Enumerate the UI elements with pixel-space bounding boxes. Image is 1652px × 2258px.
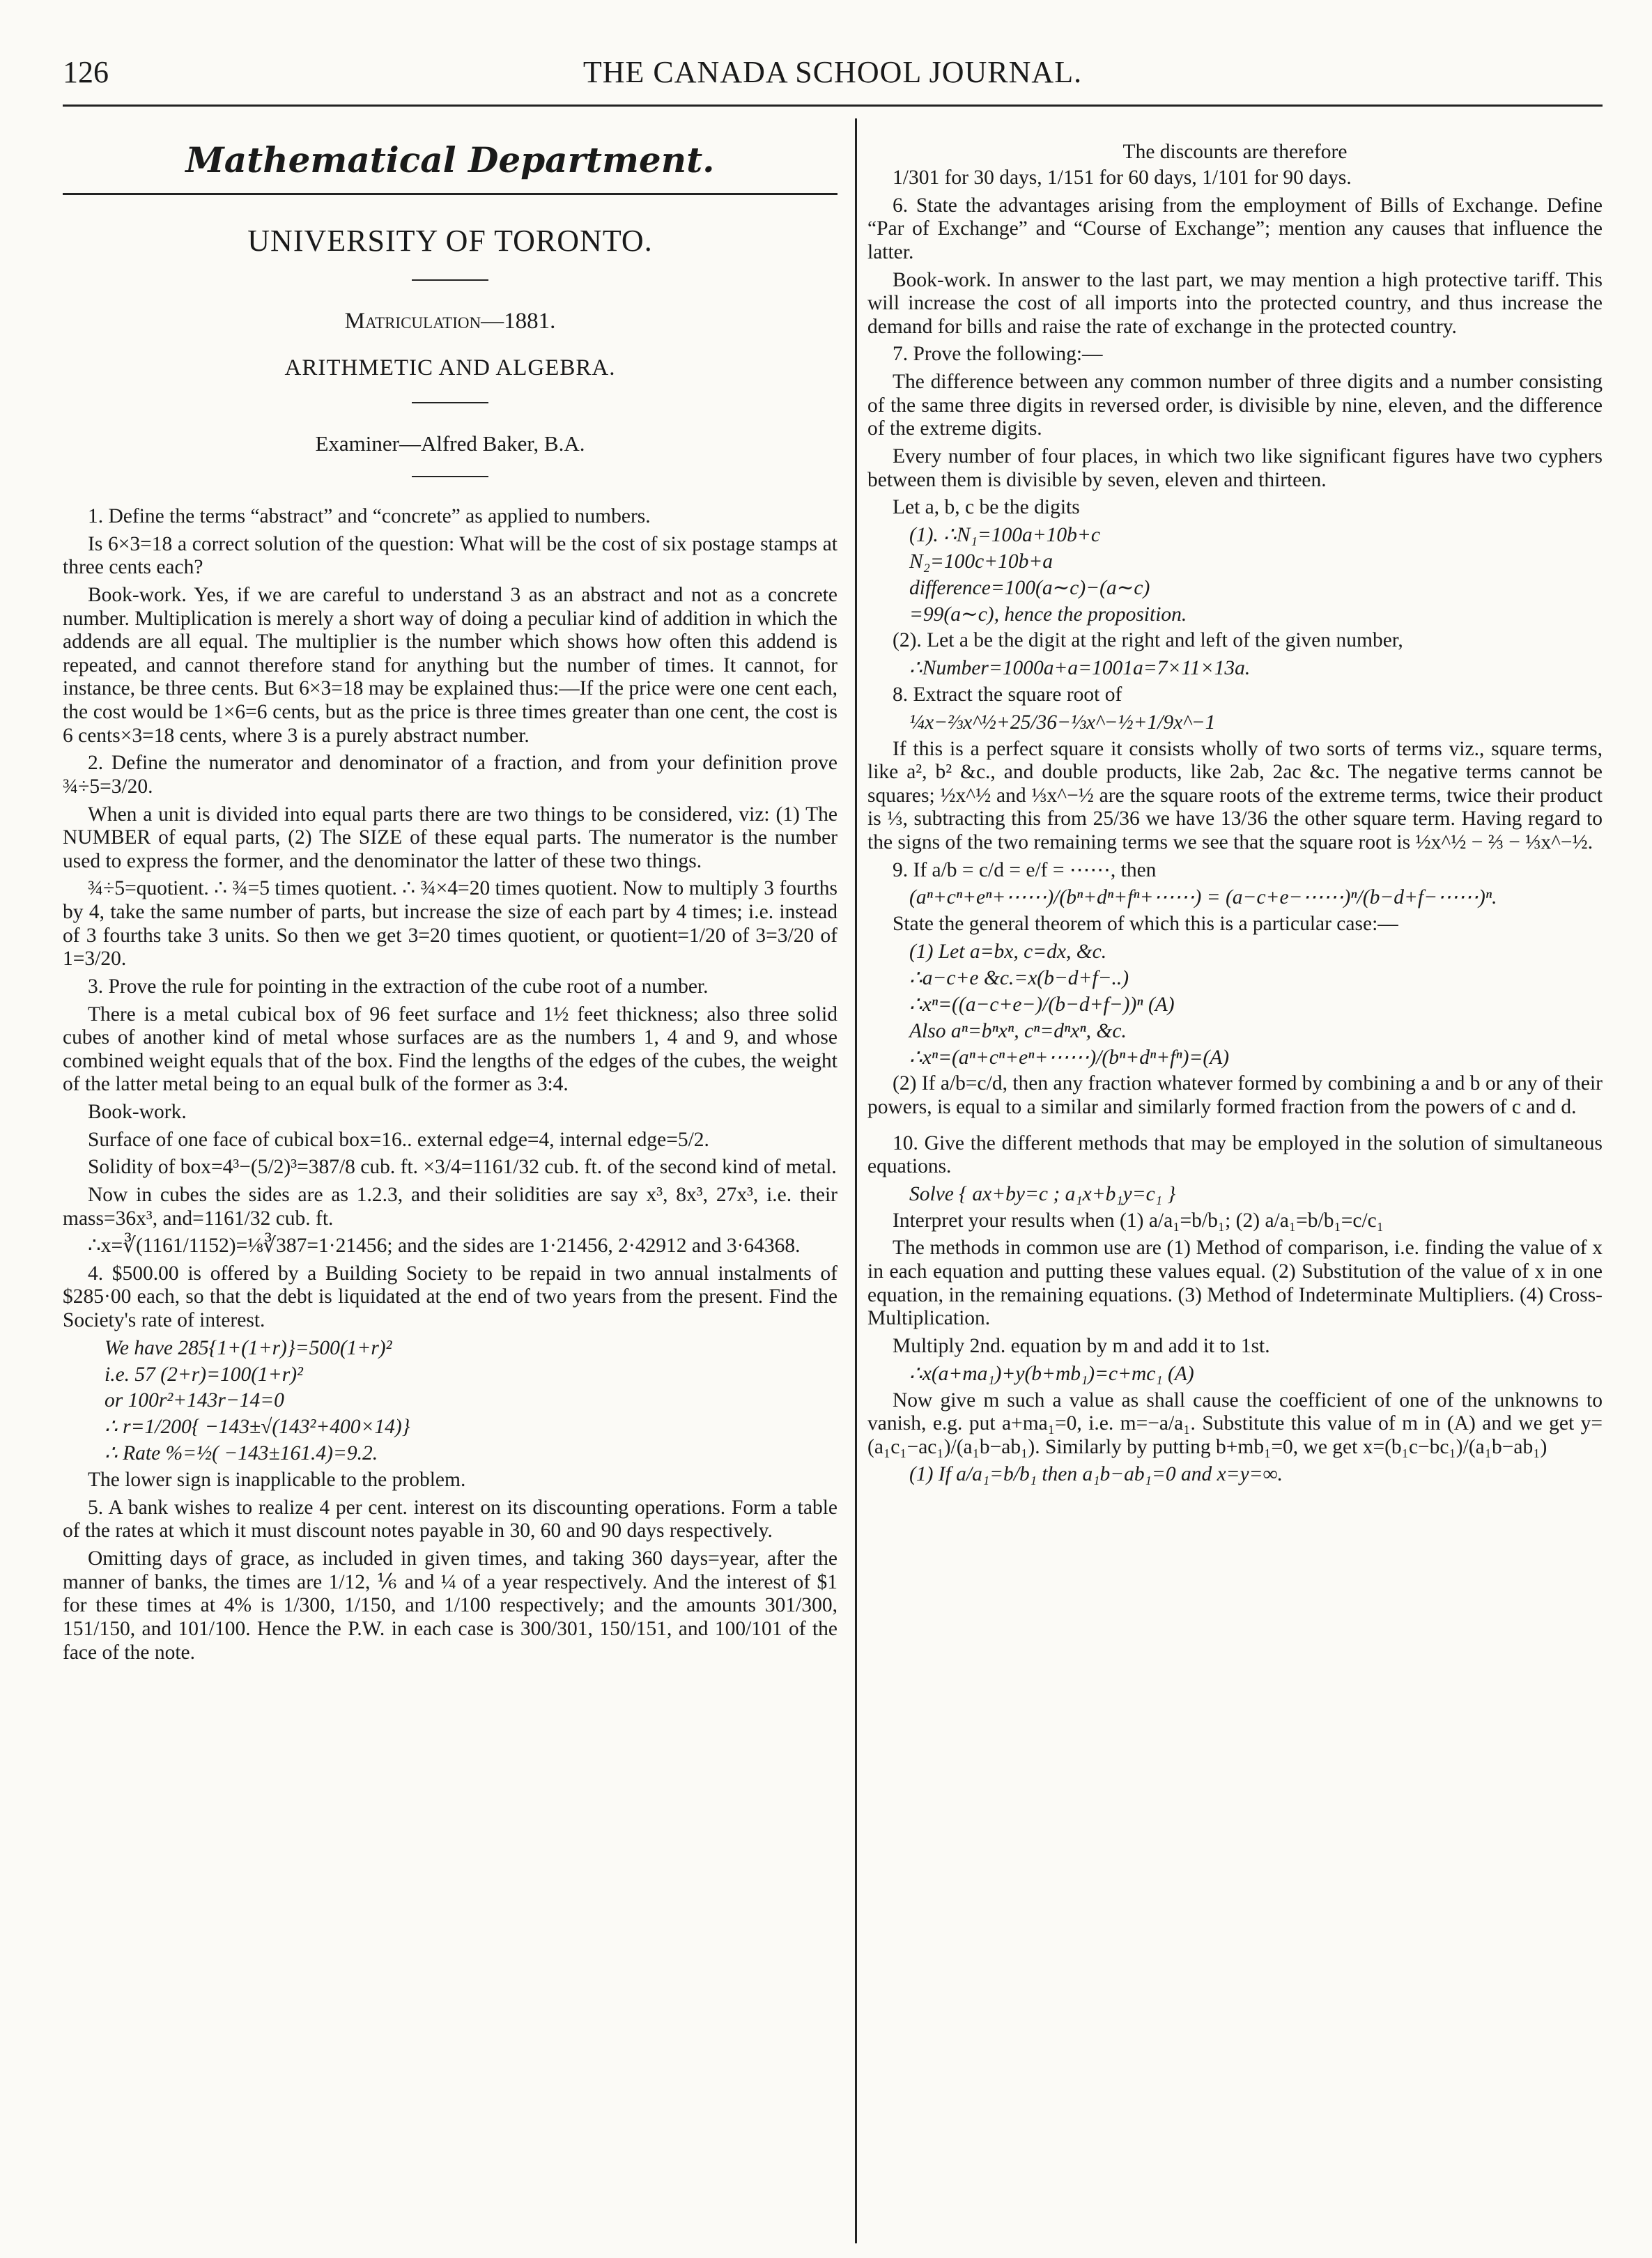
equation-line: Also aⁿ=bⁿxⁿ, cⁿ=dⁿxⁿ, &c. (909, 1019, 1127, 1042)
equation-line: ∴xⁿ=((a−c+e−)/(b−d+f−))ⁿ (A) (909, 993, 1175, 1016)
answer-3-line: Solidity of box=4³−(5/2)³=387/8 cub. ft. ×3/4=1161/32 cub. ft. of the second kind of metal. (88, 1156, 837, 1179)
question-1-part: Is 6×3=18 a correct solution of the question: What will be the cost of six postage stamps at three cents each? (63, 532, 837, 579)
university-heading: UNIVERSITY OF TORONTO. (247, 224, 653, 258)
answer-3-line: ∴x=∛(1161/1152)=⅛∛387=1·21456; and the sides are 1·21456, 2·42912 and 3·64368. (88, 1235, 801, 1258)
question-4: 4. $500.00 is offered by a Building Society to be repaid in two annual instalments of $285·00 each, so that the debt is liquidated at the end of two years from the present. Find the Society's rate of interest. (63, 1262, 837, 1331)
equation-line: ∴ Rate %=½( −143±161.4)=9.2. (105, 1442, 378, 1465)
equation-line: ∴xⁿ=(aⁿ+cⁿ+eⁿ+⋯⋯)/(bⁿ+dⁿ+fⁿ)=(A) (909, 1046, 1230, 1069)
right-column (867, 125, 1603, 1490)
answer-3-line: Surface of one face of cubical box=16.. external edge=4, internal edge=5/2. (88, 1128, 709, 1151)
answer-4-note: The lower sign is inapplicable to the problem. (88, 1469, 466, 1492)
department-title: Mathematical Department. (185, 139, 715, 180)
question-2: 2. Define the numerator and denominator of a fraction, and from your definition prove ¾÷5=3/20. (63, 752, 837, 798)
question-10-part: Interpret your results when (1) a/a₁=b/b₁; (2) a/a₁=b/b₁=c/c₁ (893, 1209, 1384, 1232)
title-rule (63, 193, 837, 195)
equation-line: ∴a−c+e &c.=x(b−d+f−..) (909, 966, 1129, 989)
page-header (63, 54, 1603, 110)
equation-line: ¼x−⅔x^½+25/36−⅓x^−½+1/9x^−1 (909, 711, 1216, 734)
answer-3-line: Now in cubes the sides are as 1.2.3, and their solidities are say x³, 8x³, 27x³, i.e. their mass=36x³, and=1161/32 cub. ft. (63, 1183, 837, 1230)
question-5: 5. A bank wishes to realize 4 per cent. interest on its discounting operations. Form a table of the rates at which it must discount notes payable in 30, 60 and 90 days respectively. (63, 1496, 837, 1542)
equation-line: ∴x(a+ma₁)+y(b+mb₁)=c+mc₁ (A) (909, 1362, 1194, 1385)
page-number: 126 (63, 55, 109, 89)
answer-10-line: Multiply 2nd. equation by m and add it to 1st. (893, 1334, 1270, 1357)
answer-7-line: (2). Let a be the digit at the right and left of the given number, (893, 629, 1403, 652)
answer-10: The methods in common use are (1) Method of comparison, i.e. finding the value of x in each equation and putting these values equal. (2) Substitution of the value of x in one equation, in the remaining equations. (3) Method of Indeterminate Multipliers. (4) Cross-Multiplication. (867, 1237, 1603, 1330)
exam-heading: Matriculation—1881. (344, 309, 556, 334)
equation-line: difference=100(a∼c)−(a∼c) (909, 576, 1150, 599)
short-rule (412, 476, 488, 477)
short-rule (412, 402, 488, 403)
question-7: 7. Prove the following:— (893, 343, 1103, 366)
answer-7-line: Let a, b, c be the digits (893, 496, 1080, 519)
equation-line: Solve { ax+by=c ; a₁x+b₁y=c₁ } (909, 1182, 1176, 1205)
answer-1: Book-work. Yes, if we are careful to understand 3 as an abstract and not as a concrete number. Multiplication is merely a short way of doing a peculiar kind of addition in which the addends are all equal. The multiplier is the number which shows how often this addend is repeated, and cannot therefore stand for anything but the number of times. It cannot, for instance, be three cents. But 6×3=18 may be explained thus:—If the price were one cent each, the cost would be 1×6=6 cents, but as the price is three times greater than one cent, the cost is 6 cents×3=18 cents, where 3 is a purely abstract number. (63, 583, 837, 747)
answer-2: When a unit is divided into equal parts there are two things to be considered, viz: (1) The NUMBER of equal parts, (2) The SIZE of these equal parts. The numerator is the number used to express the former, and the denominator the latter of these two things. (63, 803, 837, 872)
header-rule (63, 105, 1603, 107)
short-rule (412, 279, 488, 281)
equation-line: N₂=100c+10b+a (909, 550, 1053, 573)
question-7-part: Every number of four places, in which two like significant figures have two cyphers between them is divisible by seven, eleven and thirteen. (867, 444, 1603, 491)
question-9-part: State the general theorem of which this is a particular case:— (893, 913, 1398, 936)
answer-2-cont: ¾÷5=quotient. ∴ ¾=5 times quotient. ∴ ¾×4=20 times quotient. Now to multiply 3 fourths by 4, take the same number of parts, but increase the size of each part by 4 times; i.e. instead of 3 fourths take 3 units. So then we get 3=20 times quotient, or quotient=1/20 of 3=3/20 of 1=3/20. (63, 877, 837, 971)
equation-line: (aⁿ+cⁿ+eⁿ+⋯⋯)/(bⁿ+dⁿ+fⁿ+⋯⋯) = (a−c+e−⋯⋯)ⁿ/(b−d+f−⋯⋯)ⁿ. (909, 886, 1497, 909)
equation-line: ∴ r=1/200{ −143±√(143²+400×14)} (105, 1416, 410, 1439)
answer-5-cont: The discounts are therefore (1122, 141, 1348, 163)
equation-line: =99(a∼c), hence the proposition. (909, 603, 1187, 626)
question-9: 9. If a/b = c/d = e/f = ⋯⋯, then (893, 858, 1157, 881)
question-10: 10. Give the different methods that may be employed in the solution of simultaneous equations. (867, 1131, 1603, 1178)
journal-title: THE CANADA SCHOOL JOURNAL. (582, 55, 1083, 89)
subject-heading: ARITHMETIC AND ALGEBRA. (284, 355, 616, 380)
equation-line: ∴Number=1000a+a=1001a=7×11×13a. (909, 657, 1251, 680)
answer-5-discounts: 1/301 for 30 days, 1/151 for 60 days, 1/101 for 90 days. (893, 167, 1352, 189)
left-column (63, 125, 837, 1669)
answer-3-label: Book-work. (88, 1101, 187, 1123)
question-6: 6. State the advantages arising from the employment of Bills of Exchange. Define “Par of Exchange” and “Course of Exchange”; mention any causes that influence the latter. (867, 194, 1603, 263)
question-7-part: The difference between any common number of three digits and a number consisting of the same three digits in reversed order, is divisible by nine, eleven, and the difference of the extreme digits. (867, 371, 1603, 440)
answer-5: Omitting days of grace, as included in given times, and taking 360 days=year, after the manner of banks, the times are 1/12, ⅙ and ¼ of a year respectively. And the interest of $1 for these times at 4% is 1/300, 1/150, and 1/100 respectively; and the amounts 301/300, 151/150, and 101/100. Hence the P.W. in each case is 300/301, 150/151, and 100/101 of the face of the note. (63, 1547, 837, 1664)
question-1: 1. Define the terms “abstract” and “concrete” as applied to numbers. (88, 505, 651, 527)
question-3: 3. Prove the rule for pointing in the extraction of the cube root of a number. (88, 975, 709, 998)
equation-line: (1). ∴N₁=100a+10b+c (909, 523, 1100, 546)
equation-line: (1) If a/a₁=b/b₁ then a₁b−ab₁=0 and x=y=∞. (909, 1463, 1283, 1486)
column-divider (855, 118, 857, 2243)
examiner-line: Examiner—Alfred Baker, B.A. (315, 431, 585, 456)
equation-line: i.e. 57 (2+r)=100(1+r)² (105, 1363, 303, 1386)
answer-6: Book-work. In answer to the last part, we may mention a high protective tariff. This will increase the cost of all imports into the protected country, and thus increase the demand for bills and raise the rate of exchange in the protected country. (867, 268, 1603, 338)
answer-8: If this is a perfect square it consists wholly of two sorts of terms viz., square terms, like a², b² &c., and double products, like 2ab, 2ac &c. The negative terms cannot be squares; ½x^½ and ⅓x^−½ are the square roots of the extreme terms, twice their product is ⅓, subtracting this from 25/36 we have 13/36 the other square term. Having regard to the signs of the two remaining terms we see that the square root is ½x^½ − ⅔ − ⅓x^−½. (867, 737, 1603, 854)
answer-10-line: Now give m such a value as shall cause the coefficient of one of the unknowns to vanish, e.g. put a+ma₁=0, i.e. m=−a/a₁. Substitute this value of m in (A) and we get y=(a₁c₁−ac₁)/(a₁b−ab₁). Similarly by putting b+mb₁=0, we get x=(b₁c−bc₁)/(a₁b−ab₁) (867, 1389, 1603, 1458)
equation-line: We have 285{1+(1+r)}=500(1+r)² (105, 1336, 392, 1359)
question-8: 8. Extract the square root of (893, 683, 1122, 706)
equation-line: (1) Let a=bx, c=dx, &c. (909, 940, 1107, 963)
answer-9-part-2: (2) If a/b=c/d, then any fraction whatever formed by combining a and b or any of their powers, is equal to a similar and similarly formed fraction from the powers of c and d. (867, 1072, 1603, 1119)
question-3-part: There is a metal cubical box of 96 feet surface and 1½ feet thickness; also three solid cubes of another kind of metal whose surfaces are as the numbers 1, 4 and 9, and whose combined weight equals that of the box. Find the lengths of the edges of the cubes, the weight of the latter metal being to an equal bulk of the former as 3:4. (63, 1003, 837, 1096)
equation-line: or 100r²+143r−14=0 (105, 1389, 284, 1412)
